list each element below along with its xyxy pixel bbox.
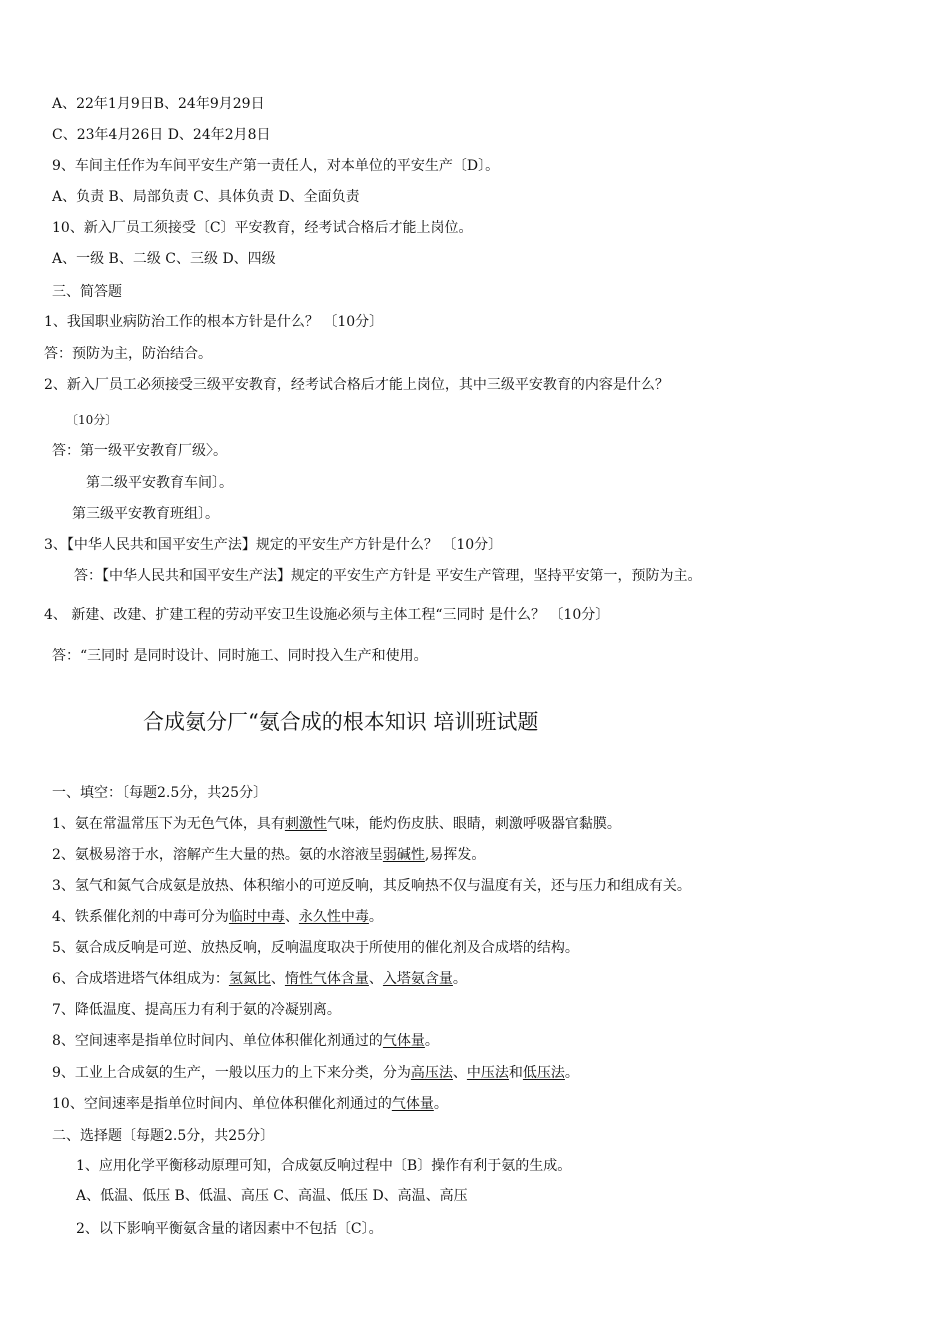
fill-blank-3: 3、氢气和氮气合成氨是放热、体积缩小的可逆反响，其反响热不仅与温度有关，还与压力和组成有关。: [52, 878, 691, 894]
choice-question-2: 2、以下影响平衡氨含量的诸因素中不包括〔C〕。: [76, 1221, 383, 1237]
fill-blank-8: 8、空间速率是指单位时间内、单位体积催化剂通过的气体量。: [52, 1033, 439, 1049]
q8-options-c: C、23年4月26日 D、24年2月8日: [52, 127, 271, 143]
answer-underline: 入塔氨含量: [382, 971, 453, 987]
short-answer-1-answer: 答：预防为主，防治结合。: [44, 346, 212, 362]
short-answer-3-question: 3、【中华人民共和国平安生产法】规定的平安生产方针是什么？ 〔10分〕: [44, 537, 503, 553]
answer-underline: 氢氮比: [228, 971, 271, 987]
short-answer-3-answer: 答：【中华人民共和国平安生产法】规定的平安生产方针是 平安生产管理，坚持平安第一，预防为主。: [74, 568, 702, 584]
answer-underline: 刺激性: [284, 816, 327, 832]
short-answer-2-answer-line2: 第二级平安教育车间〕。: [86, 475, 233, 491]
fill-blank-6: 6、合成塔进塔气体组成为：氢氮比、惰性气体含量、入塔氨含量。: [52, 971, 467, 987]
answer-underline: 气体量: [391, 1096, 434, 1112]
answer-underline: 惰性气体含量: [284, 971, 369, 987]
q8-options-a: A、22年1月9日B、24年9月29日: [52, 96, 265, 112]
fill-blank-1: 1、氨在常温常压下为无色气体，具有刺激性气味，能灼伤皮肤、眼睛，刺激呼吸器官黏膜。: [52, 816, 621, 832]
fill-blank-9: 9、工业上合成氨的生产，一般以压力的上下来分类，分为高压法、中压法和低压法。: [52, 1065, 579, 1081]
short-answer-2-question: 2、新入厂员工必须接受三级平安教育，经考试合格后才能上岗位，其中三级平安教育的内容是什么？: [44, 377, 669, 393]
short-answer-2-score: 〔10分〕: [66, 413, 118, 427]
answer-underline: 永久性中毒: [298, 909, 369, 925]
answer-underline: 高压法: [410, 1065, 453, 1081]
q9-options: A、负责 B、局部负责 C、具体负责 D、全面负责: [52, 189, 360, 205]
short-answer-2-answer-line1: 答：第一级平安教育厂级〉。: [52, 443, 227, 459]
question-10: 10、新入厂员工须接受〔C〕平安教育，经考试合格后才能上岗位。: [52, 220, 473, 236]
choice-1-options: A、低温、低压 B、低温、高压 C、高温、低压 D、高温、高压: [76, 1188, 468, 1204]
fill-blank-4: 4、铁系催化剂的中毒可分为临时中毒、永久性中毒。: [52, 909, 383, 925]
choice-section-title: 二、选择题〔每题2.5分，共25分〕: [52, 1128, 275, 1144]
question-9: 9、车间主任作为车间平安生产第一责任人，对本单位的平安生产〔D〕。: [52, 158, 500, 174]
answer-underline: 中压法: [466, 1065, 509, 1081]
answer-underline: 低压法: [522, 1065, 565, 1081]
fill-blank-2: 2、氨极易溶于水，溶解产生大量的热。氨的水溶液呈弱碱性,易挥发。: [52, 847, 486, 863]
fill-blank-10: 10、空间速率是指单位时间内、单位体积催化剂通过的气体量。: [52, 1096, 448, 1112]
answer-underline: 弱碱性: [382, 847, 425, 863]
fill-blank-7: 7、降低温度、提高压力有利于氨的冷凝别离。: [52, 1002, 341, 1018]
section-3-title: 三、简答题: [52, 284, 122, 300]
fill-blank-5: 5、氨合成反响是可逆、放热反响，反响温度取决于所使用的催化剂及合成塔的结构。: [52, 940, 579, 956]
short-answer-4-question: 4、 新建、改建、扩建工程的劳动平安卫生设施必须与主体工程“三同时 是什么？ 〔10分〕: [44, 607, 610, 623]
answer-underline: 气体量: [382, 1033, 425, 1049]
answer-underline: 临时中毒: [228, 909, 285, 925]
short-answer-2-answer-line3: 第三级平安教育班组〕。: [72, 506, 219, 522]
short-answer-4-answer: 答：“三同时 是同时设计、同时施工、同时投入生产和使用。: [52, 648, 428, 664]
fill-blank-section-title: 一、填空：〔每题2.5分，共25分〕: [52, 785, 268, 801]
short-answer-1-question: 1、我国职业病防治工作的根本方针是什么？ 〔10分〕: [44, 314, 384, 330]
exam-title: 合成氨分厂“氨合成的根本知识 培训班试题: [143, 710, 539, 734]
choice-question-1: 1、应用化学平衡移动原理可知，合成氨反响过程中〔B〕操作有利于氨的生成。: [76, 1158, 572, 1174]
q10-options: A、一级 B、二级 C、三级 D、四级: [52, 251, 276, 267]
